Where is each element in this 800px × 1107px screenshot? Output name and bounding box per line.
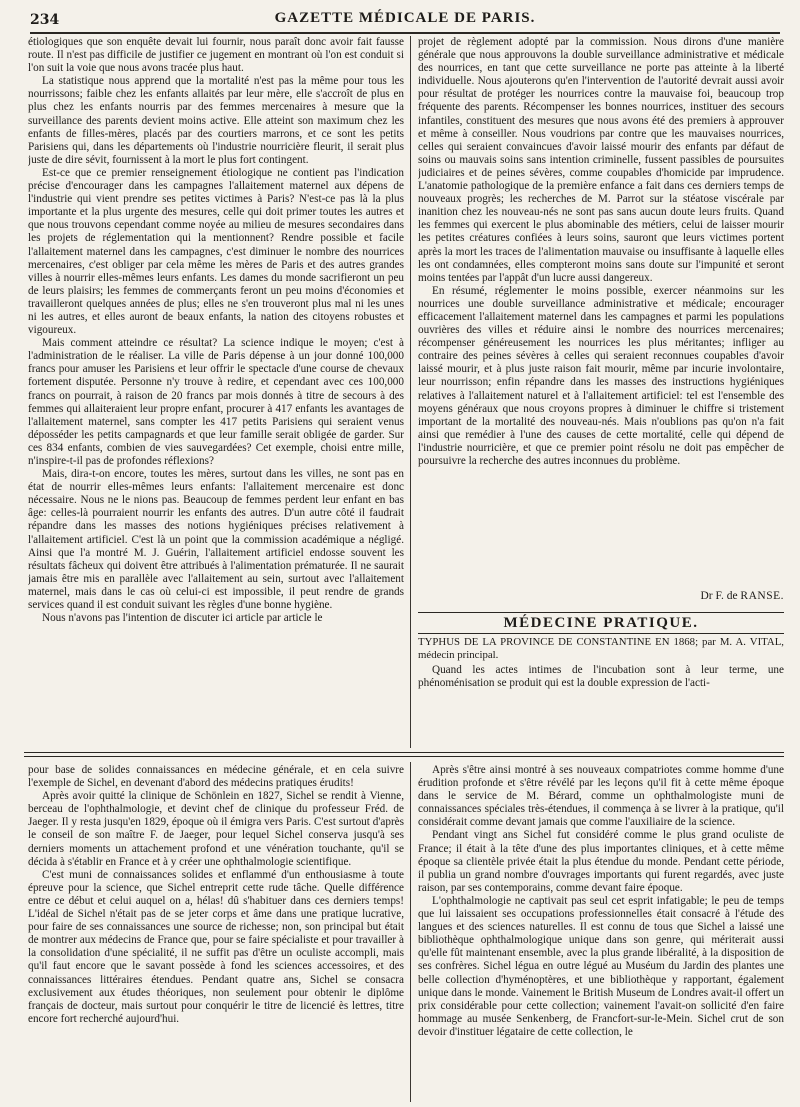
paragraph: Nous n'avons pas l'intention de discuter ici article par article le (42, 612, 323, 625)
article-title: TYPHUS DE LA PROVINCE DE CONSTANTINE EN 1868; par M. A. VITAL, médecin principal. (418, 636, 784, 661)
page-number: 234 (30, 12, 60, 28)
author-signature (418, 590, 784, 602)
section-title: MÉDECINE PRATIQUE. (503, 615, 699, 631)
paragraph: pour base de solides connaissances en médecine générale, et en cela suivre l'exemple de Sichel, en devenant d'abord des médecins pratiques érudits! (28, 764, 404, 790)
column-right-top (418, 36, 784, 588)
paragraph: projet de règlement adopté par la commission. Nous dirons d'une manière générale que nous approuvons la double surveillance administrative et médicale des nourrices, en tant que cette surveillance ne porte pas atteinte à la liberté individuelle. Nous ajouterons qu'en l'intervention de l'autorité devrait aussi avoir pour résultat de protéger les nourrices contre la mauvaise foi, beaucoup trop fréquente des parents. Récompenser les bonnes nourrices, instituer des secours infantiles, constituent des mesures que nous avons été des premiers à approuver et même à conseiller. Nous voudrions par contre que les mauvaises nourrices, celles qui seraient convaincues d'avoir laissé mourir des enfants par défaut de soins ou mauvais soins sans intention criminelle, fussent passibles de poursuites judiciaires et de peines sévères, comme coupables d'homicide par imprudence. L'anatomie pathologique de la première enfance a fait dans ces derniers temps de nouveaux progrès; les recherches de M. Parrot sur la stéatose viscérale par inanition chez les nouveau-nés ne sont pas sans aucun doute leurs fruits. Quand les femmes qui exercent le plus abominable des métiers, celui de laisser mourir les petites créatures confiées à leurs soins, sauront que leurs victimes portent après la mort les traces de l'alimentation mauvaise ou insuffisante à laquelle elles les ont condamnées, elles compteront moins sans doute sur l'impunité et seront moins tentées par l'appât d'un lucre aussi dangereux. (418, 36, 784, 284)
article-body (418, 664, 784, 750)
paragraph: Quand les actes intimes de l'incubation sont à leur terme, une phénoménisation se produit qui est la double expression de l'acti- (418, 664, 784, 690)
paragraph: En résumé, réglementer le moins possible, exercer néanmoins sur les nourrices une double surveillance administrative et médicale; encourager efficacement l'allaitement maternel dans les campagnes et parmi les populations ouvrières des villes et réduire ainsi le nombre des nourrices mercenaires; récompenser généreusement les nourrices les plus méritantes; infliger au contraire des peines sévères à celles qui seraient reconnues coupables d'avoir laissé mourir, et à plus juste raison fait mourir, même par incurie involontaire, leur nourrisson; enfin répandre dans les masses des instructions hygiéniques relatives à l'allaitement naturel et à l'allaitement artificiel: tel est l'ensemble des moyens généraux que nous croyons propres à diminuer le chiffre si tristement important de la mortalité des nouveau-nés. Mais n'oublions pas qu'on n'a fait ainsi que remédier à l'une des causes de cette mortalité, celle qui dépend de l'industrie nourricière, et que ce premier point résolu ne doit pas empêcher de poursuivre la recherche des autres inconnues du problème. (418, 284, 784, 467)
paragraph: étiologiques que son enquête devait lui fournir, nous paraît donc avoir fait fausse route. Il n'est pas difficile de justifier ce jugement en montrant où l'on est conduit si l'on suit la voie que nous avons tracée plus haut. (28, 36, 404, 75)
column-right-bottom (418, 764, 784, 1102)
masthead-title: GAZETTE MÉDICALE DE PARIS. (274, 10, 536, 26)
paragraph: L'ophthalmologie ne captivait pas seul cet esprit infatigable; le peu de temps que lui laissaient ses occupations professionnelles était consacré à l'étude des langues et des sciences naturelles. Il est connu de tous que Sichel a laissé une bibliothèque ophthalmologique unique dans son genre, qui mériterait aussi qu'elle fût maintenant ensemble, avec la plus grande libéralité, à la disposition de ses confrères. Sichel légua en outre légué au Muséum du Jardin des plantes une belle collection d'hyménoptères, et une bibliothèque y rapportant, également unique dans le monde. Vainement le British Museum de Londres avait-il offert un prix considérable pour cette collection; vainement l'avait-on sollicité d'en faire hommage au musée Senkenberg, de Francfort-sur-le-Mein. Sichel crut de son devoir d'instituer légataire de cette collection, le (418, 894, 784, 1038)
paragraph: Après avoir quitté la clinique de Schönlein en 1827, Sichel se rendit à Vienne, berceau de l'ophthalmologie, et devint chef de clinique du professeur Fréd. de Jaeger. Il y resta jusqu'en 1829, époque où il émigra vers Paris. C'est surtout d'après le conseil de son maître F. de Jaeger, pour lequel Sichel conserva jusqu'à ses derniers moments un attachement profond et une vénération touchante, qu'il se décida à s'établir en France et à y créer une ophthalmologie scientifique. (28, 790, 404, 868)
paragraph: Mais, dira-t-on encore, toutes les mères, surtout dans les villes, ne sont pas en état de nourrir elles-mêmes leurs enfants: l'allaitement mercenaire est donc nécessaire. Nous ne le nions pas. Beaucoup de femmes perdent leur enfant en bas âge: celles-là pourraient nourrir les enfants des autres. D'un autre côté il faudrait répandre dans les masses des notions hygiéniques précises relativement à l'allaitement artificiel. C'est là un point que la commission académique a négligé. Ainsi que l'a montré M. J. Guérin, l'allaitement artificiel endosse souvent les résultats fâcheux qui doivent être attribués à l'alimentation prématurée. Il ne saurait jamais être mis en parallèle avec l'allaitement au sein, surtout avec l'allaitement maternel, mais dans le cas où celui-ci est impossible, il peut rendre de grands services quand il est conduit suivant les règles d'une bonne hygiène. (28, 468, 404, 612)
paragraph: Est-ce que ce premier renseignement étiologique ne contient pas l'indication précise d'encourager dans les campagnes l'allaitement maternel aux dépens de l'industrie qui vient prendre ses petites victimes à Paris? N'est-ce pas là la plus importante et la plus urgente des mesures, celle qui doit primer toutes les autres et que nous trouvons cependant comme noyée au milieu de mesures secondaires dans les projets de réglementation qui la mentionnent? Rendre possible et facile l'allaitement maternel dans les campagnes, c'est diminuer le nombre des nourrices mercenaires, c'est obliger par cela même les mères de Paris et des autres grandes villes à nourrir elles-mêmes leurs enfants. Les dames du monde sacrifieront un peu de leurs plaisirs; les femmes de commerçants feront un peu moins d'économies et travailleront quelques années de plus; elles ne s'en trouveront plus mal ni les unes ni les autres, et elles auront de beaux enfants, la nation des citoyens robustes et vigoureux. (28, 166, 404, 337)
horizontal-divider (24, 752, 784, 757)
paragraph: Mais comment atteindre ce résultat? La science indique le moyen; c'est à l'administration de le réaliser. La ville de Paris dépense à un jour donné 100,000 francs pour amuser les Parisiens et leur offrir le spectacle d'une course de chevaux fortement disputée. Personne n'y trouve à redire, et cependant avec ces 100,000 francs on pourrait, à raison de 20 francs par mois donnés à titre de secours à des femmes qui allaiteraient leur propre enfant, procurer à 417 enfants les avantages de l'allaitement maternel, sans compter les 417 petits Parisiens qui seraient venus déposséder les petits campagnards et que leur famille serait obligée de garder. Sur ces 834 enfants, combien de vies sauvegardées? Cet exemple, choisi entre mille, n'inspire-t-il pas de profondes réflexions? (28, 337, 404, 467)
section-header (418, 612, 784, 634)
column-divider (410, 36, 411, 748)
paragraph: Après s'être ainsi montré à ses nouveaux compatriotes comme homme d'une érudition profonde et s'être révélé par les leçons qu'il fit à cette même époque dans le service de M. Bérard, comme un ophthalmologiste muni de connaissances spéciales très-étendues, il commença à se livrer à la pratique, qu'il considérait comme devant jamais que comme l'auxiliaire de la science. (418, 764, 784, 829)
paragraph: La statistique nous apprend que la mortalité n'est pas la même pour tous les nourrissons; faible chez les enfants allaités par leur mère, elle s'accroît de plus en plus chez les enfants nourris par des femmes mercenaires à mesure que la surveillance des parents devient moins active. Elle atteint son maximum chez les enfants de filles-mères, placés par des courtiers marrons, et ce sont les petits Parisiens qui, dans les départements où l'industrie nourricière fleurit, il serait plus juste de dire sévit, fournissent à la mort le plus fort contingent. (28, 75, 404, 166)
column-divider-bottom (410, 762, 411, 1102)
column-left-bottom (28, 764, 404, 1102)
paragraph: Pendant vingt ans Sichel fut considéré comme le plus grand oculiste de France; il était à la tête d'une des plus importantes cliniques, et à cette même époque sa clientèle privée était la plus étendue du monde. Pendant cette période, il publia un grand nombre d'ouvrages importants qui furent regardés, avec juste raison, par ses contemporains, comme devant faire époque. (418, 829, 784, 894)
signature-prefix: Dr F. de (700, 590, 741, 602)
page-header (30, 10, 780, 34)
paragraph: C'est muni de connaissances solides et enflammé d'un enthousiasme à toute épreuve pour la science, que Sichel entreprit cette rude tâche. Quelle différence entre ce début et celui auquel on a, hélas! dû s'habituer dans ces derniers temps! L'idéal de Sichel n'était pas de se jeter corps et âme dans une pratique lucrative, pour faire de ses connaissances une source de richesse; non, son principal but était de montrer aux médecins de France que, pour se faire spécialiste et pour travailler à la consolidation d'une spécialité, il ne suffit pas d'être un oculiste accompli, mais qu'il faut encore que le savant possède à fond les sciences accessoires, et des connaissances littéraires étendues. Pendant quatre ans, Sichel se consacra exclusivement aux études théoriques, non seulement pour obtenir le diplôme français de docteur, mais surtout pour conquérir le titre de licencié ès lettres, titre encore fort recherché aujourd'hui. (28, 868, 404, 1025)
column-left-top (28, 36, 404, 748)
signature-name: RANSE. (740, 590, 784, 602)
